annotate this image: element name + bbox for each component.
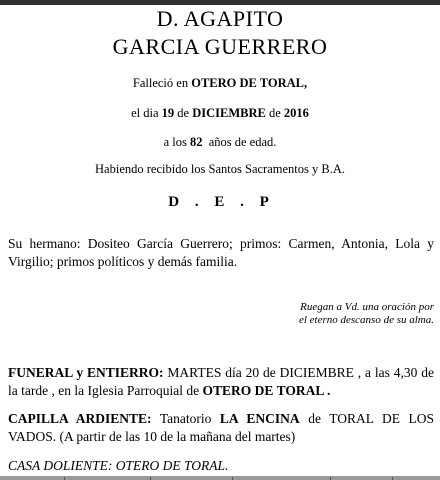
funeral-label: FUNERAL y ENTIERRO: (8, 365, 164, 380)
top-border (0, 0, 440, 5)
deceased-name-line-2: GARCIA GUERRERO (112, 34, 328, 59)
date-prefix: el dia (131, 106, 162, 120)
prayer-request-line-1: Ruegan a Vd. una oración por (300, 301, 434, 313)
age-value: 82 (189, 135, 203, 149)
funeral-text: MARTES día 20 de DICIEMBRE , a las 4,30 de la tarde , en la Iglesia Parroquial de (8, 365, 434, 398)
date-mid-1: de (174, 106, 193, 120)
dep-heading: D . E . P (168, 194, 272, 210)
death-place: OTERO DE TORAL, (191, 76, 308, 90)
date-mid-2: de (265, 106, 284, 120)
capilla-text-1: Tanatorio (151, 411, 220, 426)
death-month: DICIEMBRE (192, 106, 266, 120)
deceased-name-line-1: D. AGAPITO (156, 6, 284, 31)
casa-doliente: CASA DOLIENTE: OTERO DE TORAL. (8, 458, 229, 473)
prayer-request (134, 301, 434, 327)
death-year: 2016 (283, 106, 309, 120)
death-date-line (0, 106, 440, 121)
prayer-request-line-2: el eterno descanso de su alma. (298, 314, 434, 326)
bottom-border (0, 476, 440, 480)
capilla-venue: LA ENCINA (219, 411, 300, 426)
death-place-line (0, 76, 440, 91)
death-prefix: Falleció en (132, 76, 192, 90)
funeral-paragraph (8, 364, 434, 400)
capilla-paragraph (8, 410, 434, 446)
age-line (0, 135, 440, 150)
sacraments-line: Habiendo recibido los Santos Sacramentos y B.A. (95, 162, 345, 176)
capilla-label: CAPILLA ARDIENTE: (8, 411, 152, 426)
age-prefix: a los (163, 135, 190, 149)
death-day: 19 (161, 106, 175, 120)
family-paragraph: Su hermano: Dositeo García Guerrero; primos: Carmen, Antonia, Lola y Virgilio; primos políticos y demás familia. (8, 236, 434, 269)
capilla-text-2: de TORAL DE LOS VADOS. (A partir de las 10 de la mañana del martes) (8, 411, 435, 444)
age-suffix: años de edad. (202, 135, 277, 149)
funeral-place: OTERO DE TORAL . (202, 383, 331, 398)
